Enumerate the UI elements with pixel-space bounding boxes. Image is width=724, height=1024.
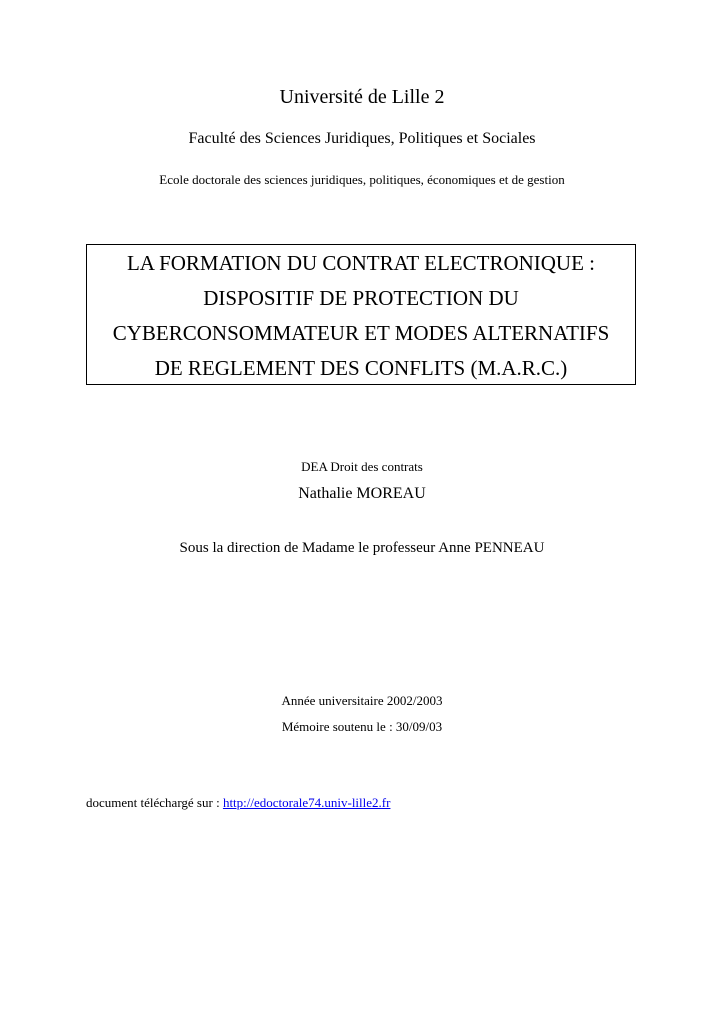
defense-date: Mémoire soutenu le : 30/09/03 [281, 719, 443, 734]
download-label: document téléchargé sur : [86, 795, 223, 810]
download-link[interactable]: http://edoctorale74.univ-lille2.fr [222, 795, 391, 810]
academic-year: Année universitaire 2002/2003 [281, 693, 443, 708]
download-line [86, 795, 390, 811]
doctoral-school-name: Ecole doctorale des sciences juridiques, politiques, économiques et de gestion [159, 172, 565, 187]
thesis-title-line: DE REGLEMENT DES CONFLITS (M.A.R.C.) [154, 356, 568, 380]
university-name: Université de Lille 2 [279, 86, 445, 108]
thesis-title-line: LA FORMATION DU CONTRAT ELECTRONIQUE : [126, 251, 596, 275]
thesis-title-line: DISPOSITIF DE PROTECTION DU [203, 286, 519, 310]
faculty-name: Faculté des Sciences Juridiques, Politiques et Sociales [188, 130, 536, 147]
degree-name: DEA Droit des contrats [301, 459, 423, 474]
thesis-title-box [86, 244, 636, 385]
author-name: Nathalie MOREAU [298, 485, 426, 502]
thesis-title-line: CYBERCONSOMMATEUR ET MODES ALTERNATIFS [112, 321, 610, 345]
supervision-statement: Sous la direction de Madame le professeur Anne PENNEAU [179, 540, 545, 556]
